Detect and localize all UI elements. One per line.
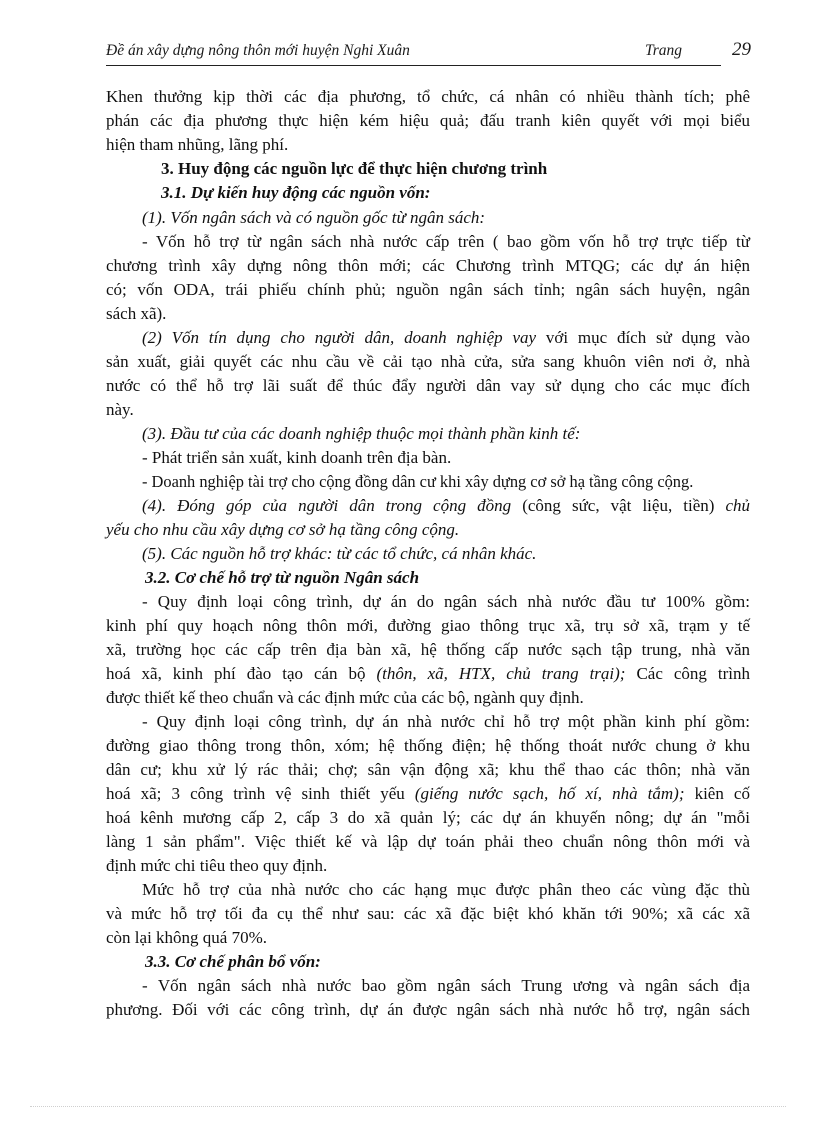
source-item-4 [142, 494, 750, 518]
text-line: phương. Đối với các công trình, dự án được ngân sách nhà nước hỗ trợ, ngân sách [106, 1000, 750, 1019]
source-item-2 [142, 326, 750, 350]
text-line: sách xã). [106, 304, 167, 323]
text-line: và mức hỗ trợ tối đa cụ thể như sau: các xã đặc biệt khó khăn tới 90%; xã các xã [106, 904, 750, 923]
text-line: kinh phí quy hoạch nông thôn mới, đường giao thông trục xã, trụ sở xã, trạm y tế [106, 616, 750, 635]
text-line: - Quy định loại công trình, dự án do ngân sách nhà nước đầu tư 100% gồm: [142, 592, 750, 611]
text-line: còn lại không quá 70%. [106, 928, 267, 947]
text-line: xã, trường học các cấp trên địa bàn xã, hệ thống cấp nước sạch tập trung, nhà văn [106, 640, 750, 659]
header-title: Đề án xây dựng nông thôn mới huyện Nghi Xuân [106, 42, 410, 59]
text-span-italic: (giếng nước sạch, hố xí, nhà tắm); [414, 784, 685, 803]
text-line: được thiết kế theo chuẩn và các định mức của các bộ, ngành quy định. [106, 688, 584, 707]
text-line: phán các địa phương thực hiện kém hiệu quả; đấu tranh kiên quyết với mọi biểu [106, 111, 750, 130]
header-page-label: Trang [645, 42, 683, 59]
source-item-1: (1). Vốn ngân sách và có nguồn gốc từ ngân sách: [142, 208, 486, 227]
section-heading-3: 3. Huy động các nguồn lực để thực hiện chương trình [161, 159, 548, 178]
source-item-4-title: (4). Đóng góp của người dân trong cộng đồng [142, 496, 512, 515]
text-line: yếu cho nhu cầu xây dựng cơ sở hạ tầng công cộng. [106, 520, 460, 539]
source-item-2-title: (2) Vốn tín dụng cho người dân, doanh nghiệp vay [142, 328, 537, 347]
text-line: Mức hỗ trợ của nhà nước cho các hạng mục được phân theo các vùng đặc thù [142, 880, 750, 899]
text-line [106, 782, 750, 806]
text-line: có; vốn ODA, trái phiếu chính phủ; nguồn ngân sách tỉnh; ngân sách huyện, ngân [106, 280, 750, 299]
page-bottom-border [30, 1106, 786, 1107]
header-page-number: 29 [732, 39, 751, 60]
text-line: hiện tham nhũng, lãng phí. [106, 135, 289, 154]
subsection-heading-3-3: 3.3. Cơ chế phân bổ vốn: [145, 952, 321, 971]
source-item-4-tail: chủ [725, 496, 750, 515]
text-line: - Vốn ngân sách nhà nước bao gồm ngân sách Trung ương và ngân sách địa [142, 976, 750, 995]
text-line: - Quy định loại công trình, dự án nhà nước chỉ hỗ trợ một phần kinh phí gồm: [142, 712, 750, 731]
bullet-item: - Phát triển sản xuất, kinh doanh trên địa bàn. [142, 448, 452, 467]
text-line: chương trình xây dựng nông thôn mới; các Chương trình MTQG; các dự án hiện [106, 256, 750, 275]
text-line: - Vốn hỗ trợ từ ngân sách nhà nước cấp trên ( bao gồm vốn hỗ trợ trực tiếp từ [142, 232, 750, 251]
source-item-4-detail: (công sức, vật liệu, tiền) [511, 496, 726, 515]
text-line: hoá kênh mương cấp 2, cấp 3 do xã quản lý; các dự án khuyến nông; dự án "mỗi [106, 808, 750, 827]
bullet-item: - Doanh nghiệp tài trợ cho cộng đồng dân cư khi xây dựng cơ sở hạ tầng công cộng. [142, 472, 694, 491]
text-line: đường giao thông trong thôn, xóm; hệ thống điện; hệ thống thoát nước chung ở khu [106, 736, 750, 755]
page-header [106, 40, 750, 66]
subsection-heading-3-1: 3.1. Dự kiến huy động các nguồn vốn: [161, 183, 431, 202]
text-line [106, 662, 750, 686]
text-span: Các công trình [625, 664, 750, 683]
text-line: định mức chi tiêu theo quy định. [106, 856, 328, 875]
text-span: hoá xã, kinh phí đào tạo cán bộ [106, 664, 377, 683]
text-line: làng 1 sản phẩm". Việc thiết kế và lập dự toán phải theo chuẩn nông thôn mới và [106, 832, 750, 851]
text-line: Khen thưởng kịp thời các địa phương, tổ chức, cá nhân có nhiều thành tích; phê [106, 87, 750, 106]
text-span: hoá xã; 3 công trình vệ sinh thiết yếu [106, 784, 415, 803]
text-line: dân cư; khu xử lý rác thải; chợ; sân vận động xã; khu thể thao các thôn; nhà văn [106, 760, 750, 779]
text-span-italic: (thôn, xã, HTX, chủ trang trại); [376, 664, 626, 683]
source-item-5: (5). Các nguồn hỗ trợ khác: từ các tổ chức, cá nhân khác. [142, 544, 537, 563]
text-line: này. [106, 400, 134, 419]
text-span: kiên cố [684, 784, 750, 803]
header-rule [106, 65, 721, 66]
source-item-2-rest: với mục đích sử dụng vào [536, 328, 750, 347]
text-line: sản xuất, giải quyết các nhu cầu về cải tạo nhà cửa, sửa sang khuôn viên nơi ở, nhà [106, 352, 750, 371]
subsection-heading-3-2: 3.2. Cơ chế hỗ trợ từ nguồn Ngân sách [145, 568, 420, 587]
text-line: nước có thể hỗ trợ lãi suất để thúc đẩy người dân vay sử dụng cho các mục đích [106, 376, 750, 395]
source-item-3: (3). Đầu tư của các doanh nghiệp thuộc mọi thành phần kinh tế: [142, 424, 581, 443]
